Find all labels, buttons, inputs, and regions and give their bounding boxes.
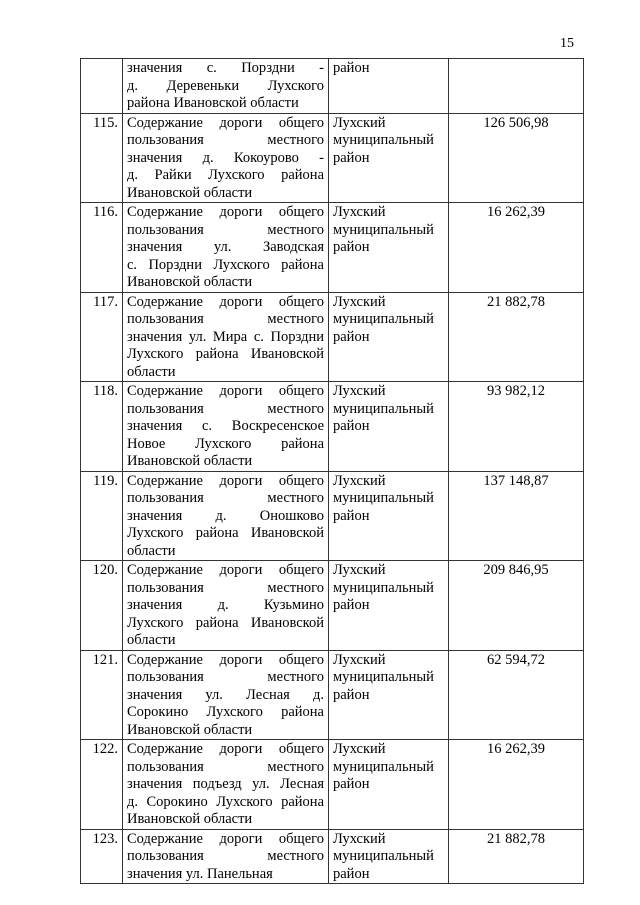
municipality-line: район bbox=[333, 149, 370, 166]
road-description-line: пользования местного bbox=[127, 311, 324, 327]
municipality bbox=[329, 650, 449, 740]
road-description-line: пользования местного bbox=[127, 400, 324, 417]
road-description-line: области bbox=[127, 542, 176, 559]
municipality-line: муниципальный bbox=[333, 132, 434, 148]
road-description-line: значения с. Порздни - bbox=[127, 60, 324, 76]
table-row bbox=[81, 561, 584, 651]
table-row bbox=[81, 740, 584, 830]
road-description-line: Содержание дороги общего bbox=[127, 114, 324, 131]
road-description-line: Ивановской области bbox=[127, 184, 253, 201]
road-description-line: Лухского района Ивановской bbox=[127, 614, 324, 631]
municipality-line: район bbox=[333, 507, 370, 524]
amount: 137 148,87 bbox=[449, 471, 584, 561]
road-description-line: Содержание дороги общего bbox=[127, 204, 324, 220]
table-row bbox=[81, 203, 584, 293]
municipality bbox=[329, 113, 449, 203]
road-description-line: значения д. Кокоурово - bbox=[127, 149, 324, 166]
municipality-line: Лухский bbox=[333, 830, 386, 847]
municipality bbox=[329, 561, 449, 651]
municipality-line: район bbox=[333, 60, 370, 76]
road-description bbox=[123, 59, 329, 114]
amount: 16 262,39 bbox=[449, 203, 584, 293]
amount bbox=[449, 59, 584, 114]
amount: 21 882,78 bbox=[449, 829, 584, 884]
table-row bbox=[81, 650, 584, 740]
municipality-line: муниципальный bbox=[333, 669, 434, 685]
road-description-line: Содержание дороги общего bbox=[127, 383, 324, 399]
amount: 21 882,78 bbox=[449, 292, 584, 382]
row-number: 118. bbox=[81, 382, 123, 472]
road-description-line: значения ул. Панельная bbox=[127, 865, 273, 882]
municipality-line: район bbox=[333, 776, 370, 792]
road-description-line: значения подъезд ул. Лесная bbox=[127, 776, 324, 792]
road-description-line: пользования местного bbox=[127, 758, 324, 775]
row-number: 123. bbox=[81, 829, 123, 884]
road-description-line: значения д. Оношково bbox=[127, 507, 324, 524]
municipality-line: Лухский bbox=[333, 204, 386, 220]
municipality bbox=[329, 382, 449, 472]
road-description-line: Сорокино Лухского района bbox=[127, 704, 324, 720]
table-row bbox=[81, 382, 584, 472]
roads-table bbox=[80, 58, 584, 884]
table-row bbox=[81, 292, 584, 382]
amount: 62 594,72 bbox=[449, 650, 584, 740]
municipality bbox=[329, 471, 449, 561]
municipality-line: Лухский bbox=[333, 293, 386, 310]
municipality-line: Лухский bbox=[333, 562, 386, 578]
municipality-line: район bbox=[333, 418, 370, 434]
road-description-line: значения ул. Заводская bbox=[127, 239, 324, 255]
municipality bbox=[329, 292, 449, 382]
road-description-line: Ивановской области bbox=[127, 721, 253, 738]
municipality bbox=[329, 203, 449, 293]
road-description-line: д. Райки Лухского района bbox=[127, 167, 324, 183]
row-number: 122. bbox=[81, 740, 123, 830]
row-number: 116. bbox=[81, 203, 123, 293]
road-description-line: значения д. Кузьмино bbox=[127, 597, 324, 613]
road-description bbox=[123, 740, 329, 830]
amount: 16 262,39 bbox=[449, 740, 584, 830]
municipality-line: район bbox=[333, 328, 370, 345]
municipality-line: район bbox=[333, 865, 370, 882]
municipality-line: муниципальный bbox=[333, 579, 434, 596]
municipality-line: Лухский bbox=[333, 472, 386, 489]
table-row bbox=[81, 113, 584, 203]
table-body bbox=[81, 59, 584, 884]
row-number bbox=[81, 59, 123, 114]
road-description-line: области bbox=[127, 632, 176, 648]
road-description bbox=[123, 292, 329, 382]
road-description-line: Лухского района Ивановской bbox=[127, 525, 324, 541]
road-description-line: Новое Лухского района bbox=[127, 435, 324, 452]
road-description bbox=[123, 829, 329, 884]
municipality-line: Лухский bbox=[333, 383, 386, 399]
row-number: 121. bbox=[81, 650, 123, 740]
municipality-line: муниципальный bbox=[333, 848, 434, 864]
municipality-line: Лухский bbox=[333, 741, 386, 757]
road-description-line: значения с. Воскресенское bbox=[127, 418, 324, 434]
road-description bbox=[123, 203, 329, 293]
page-number: 15 bbox=[560, 36, 574, 51]
municipality-line: муниципальный bbox=[333, 221, 434, 238]
road-description-line: Содержание дороги общего bbox=[127, 472, 324, 489]
road-description-line: Содержание дороги общего bbox=[127, 741, 324, 757]
table-row bbox=[81, 59, 584, 114]
road-description-line: с. Порздни Лухского района bbox=[127, 256, 324, 273]
road-description-line: д. Сорокино Лухского района bbox=[127, 793, 324, 810]
row-number: 120. bbox=[81, 561, 123, 651]
municipality-line: район bbox=[333, 686, 370, 703]
amount: 93 982,12 bbox=[449, 382, 584, 472]
row-number: 119. bbox=[81, 471, 123, 561]
road-description-line: пользования местного bbox=[127, 669, 324, 685]
row-number: 117. bbox=[81, 292, 123, 382]
road-description-line: района Ивановской области bbox=[127, 95, 299, 111]
road-description-line: Ивановской области bbox=[127, 274, 253, 290]
road-description-line: д. Деревеньки Лухского bbox=[127, 77, 324, 94]
road-description-line: Содержание дороги общего bbox=[127, 293, 324, 310]
road-description-line: Лухского района Ивановской bbox=[127, 346, 324, 362]
road-description-line: пользования местного bbox=[127, 221, 324, 238]
road-description bbox=[123, 113, 329, 203]
road-description-line: Ивановской области bbox=[127, 811, 253, 827]
road-description-line: Ивановской области bbox=[127, 453, 253, 469]
road-description-line: значения ул. Лесная д. bbox=[127, 686, 324, 703]
municipality bbox=[329, 740, 449, 830]
road-description-line: значения ул. Мира с. Порздни bbox=[127, 328, 324, 345]
municipality-line: Лухский bbox=[333, 114, 386, 131]
road-description-line: пользования местного bbox=[127, 579, 324, 596]
table-row bbox=[81, 471, 584, 561]
amount: 209 846,95 bbox=[449, 561, 584, 651]
road-description-line: области bbox=[127, 363, 176, 380]
road-description bbox=[123, 650, 329, 740]
municipality-line: муниципальный bbox=[333, 311, 434, 327]
municipality-line: муниципальный bbox=[333, 490, 434, 506]
table-row bbox=[81, 829, 584, 884]
municipality-line: район bbox=[333, 239, 370, 255]
road-description-line: пользования местного bbox=[127, 848, 324, 864]
municipality-line: муниципальный bbox=[333, 758, 434, 775]
municipality bbox=[329, 829, 449, 884]
municipality bbox=[329, 59, 449, 114]
road-description-line: Содержание дороги общего bbox=[127, 562, 324, 578]
road-description-line: пользования местного bbox=[127, 490, 324, 506]
municipality-line: Лухский bbox=[333, 651, 386, 668]
row-number: 115. bbox=[81, 113, 123, 203]
municipality-line: муниципальный bbox=[333, 400, 434, 417]
road-description-line: пользования местного bbox=[127, 132, 324, 148]
road-description bbox=[123, 561, 329, 651]
road-description bbox=[123, 382, 329, 472]
road-description-line: Содержание дороги общего bbox=[127, 651, 324, 668]
municipality-line: район bbox=[333, 597, 370, 613]
road-description-line: Содержание дороги общего bbox=[127, 830, 324, 847]
road-description bbox=[123, 471, 329, 561]
amount: 126 506,98 bbox=[449, 113, 584, 203]
